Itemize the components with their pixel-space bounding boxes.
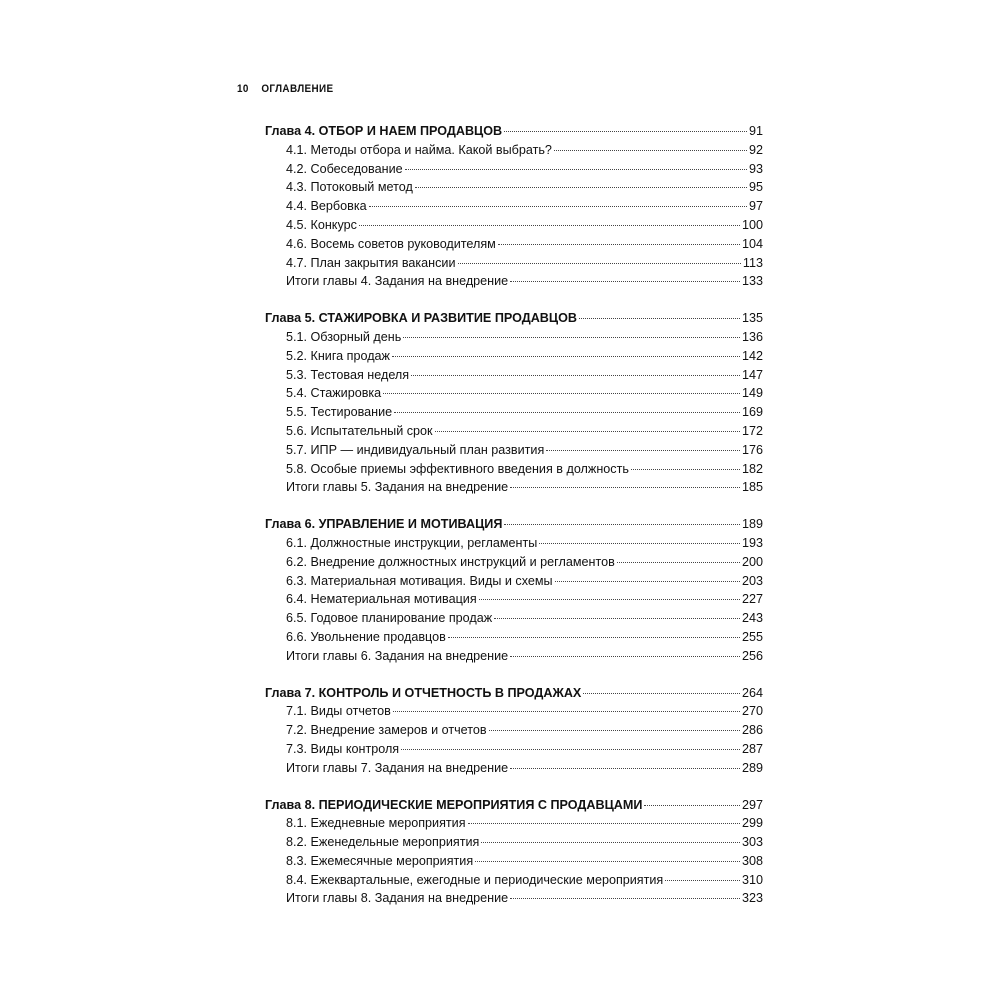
toc-entry-title: 8.2. Еженедельные мероприятия [286, 835, 480, 850]
toc-entry-page: 100 [741, 217, 763, 232]
toc-entry [265, 403, 763, 422]
toc-entry-page: 308 [741, 853, 763, 868]
toc-entry [265, 721, 763, 740]
toc-entry [265, 647, 763, 666]
dot-leader [583, 693, 740, 694]
dot-leader [479, 599, 740, 600]
chapter-heading-title: Глава 6. УПРАВЛЕНИЕ И МОТИВАЦИЯ [265, 517, 503, 532]
toc-entry-page: 133 [741, 274, 763, 289]
toc-entry-page: 303 [741, 835, 763, 850]
toc-entry [265, 272, 763, 291]
toc-entry-page: 147 [741, 367, 763, 382]
chapter-block [265, 515, 763, 665]
toc-entry-page: 289 [741, 760, 763, 775]
chapter-heading-page: 135 [741, 311, 763, 326]
toc-entry-title: 7.1. Виды отчетов [286, 704, 391, 719]
toc-entry [265, 178, 763, 197]
toc-entry [265, 833, 763, 852]
toc-entry-title: 4.6. Восемь советов руководителям [286, 236, 496, 251]
toc-entry-title: 6.1. Должностные инструкции, регламенты [286, 535, 538, 550]
dot-leader [554, 150, 747, 151]
toc-entry [265, 852, 763, 871]
toc-entry-page: 200 [741, 554, 763, 569]
dot-leader [631, 469, 740, 470]
dot-leader [498, 244, 740, 245]
dot-leader [489, 730, 740, 731]
toc-entry-title: 6.6. Увольнение продавцов [286, 629, 446, 644]
toc-entry-page: 95 [748, 180, 763, 195]
toc-entry-title: 5.1. Обзорный день [286, 329, 402, 344]
dot-leader [510, 898, 740, 899]
dot-leader [475, 861, 740, 862]
toc-entry-page: 310 [741, 872, 763, 887]
dot-leader [546, 450, 740, 451]
toc-entry-title: 5.4. Стажировка [286, 386, 382, 401]
dot-leader [383, 393, 740, 394]
toc-entry [265, 422, 763, 441]
dot-leader [411, 375, 740, 376]
toc-entry [265, 478, 763, 497]
dot-leader [644, 805, 740, 806]
chapter-heading-page: 189 [741, 517, 763, 532]
toc-entry-title: 4.3. Потоковый метод [286, 180, 413, 195]
toc-entry [265, 702, 763, 721]
toc-entry-title: 6.5. Годовое планирование продаж [286, 611, 493, 626]
chapter-heading-title: Глава 7. КОНТРОЛЬ И ОТЧЕТНОСТЬ В ПРОДАЖАХ [265, 685, 582, 700]
toc-entry [265, 460, 763, 479]
toc-entry [265, 628, 763, 647]
toc-entry-title: 4.5. Конкурс [286, 217, 357, 232]
chapter-heading-page: 297 [741, 797, 763, 812]
page-number: 10 [237, 83, 249, 95]
toc-entry-title: Итоги главы 8. Задания на внедрение [286, 891, 509, 906]
dot-leader [401, 749, 740, 750]
toc-entry [265, 553, 763, 572]
chapter-block [265, 309, 763, 497]
toc-entry-page: 286 [741, 723, 763, 738]
toc-entry-title: 4.1. Методы отбора и найма. Какой выбрать? [286, 142, 552, 157]
chapter-block [265, 796, 763, 909]
dot-leader [579, 318, 740, 319]
chapter-heading [265, 684, 763, 703]
toc-entry-title: 6.3. Материальная мотивация. Виды и схемы [286, 573, 553, 588]
dot-leader [448, 637, 740, 638]
toc-entry-title: Итоги главы 5. Задания на внедрение [286, 480, 509, 495]
toc-entry-page: 172 [741, 423, 763, 438]
toc-entry-title: 5.8. Особые приемы эффективного введения в должность [286, 461, 629, 476]
chapter-block [265, 684, 763, 778]
dot-leader [392, 356, 740, 357]
toc-entry-title: 5.3. Тестовая неделя [286, 367, 410, 382]
dot-leader [510, 768, 740, 769]
toc-entry [265, 216, 763, 235]
dot-leader [359, 225, 740, 226]
toc-entry [265, 889, 763, 908]
dot-leader [504, 524, 740, 525]
toc-entry-title: 5.5. Тестирование [286, 405, 393, 420]
chapter-heading-title: Глава 4. ОТБОР И НАЕМ ПРОДАВЦОВ [265, 124, 503, 138]
toc-entry [265, 590, 763, 609]
dot-leader [617, 562, 740, 563]
chapter-heading [265, 309, 763, 328]
toc-entry-title: Итоги главы 6. Задания на внедрение [286, 648, 509, 663]
toc-entry-title: 4.7. План закрытия вакансии [286, 255, 456, 270]
dot-leader [481, 842, 740, 843]
dot-leader [458, 263, 741, 264]
toc-entry [265, 609, 763, 628]
toc-entry-title: 6.4. Нематериальная мотивация [286, 592, 477, 607]
toc-entry [265, 141, 763, 160]
dot-leader [435, 431, 740, 432]
dot-leader [415, 187, 747, 188]
toc-entry [265, 366, 763, 385]
dot-leader [555, 581, 740, 582]
toc-entry-page: 113 [742, 255, 763, 270]
toc-entry [265, 759, 763, 778]
toc-entry [265, 328, 763, 347]
table-of-contents [265, 122, 763, 926]
running-header [237, 83, 333, 95]
toc-entry-title: 4.4. Вербовка [286, 199, 367, 214]
dot-leader [665, 880, 740, 881]
toc-entry [265, 871, 763, 890]
toc-entry [265, 814, 763, 833]
toc-entry-title: 5.6. Испытательный срок [286, 423, 433, 438]
dot-leader [504, 131, 747, 132]
toc-entry [265, 441, 763, 460]
dot-leader [403, 337, 740, 338]
dot-leader [539, 543, 740, 544]
toc-entry-title: 5.7. ИПР — индивидуальный план развития [286, 442, 545, 457]
toc-entry [265, 160, 763, 179]
toc-entry-page: 142 [741, 348, 763, 363]
chapter-heading-page: 91 [748, 124, 763, 138]
running-header-title: ОГЛАВЛЕНИЕ [261, 83, 334, 95]
toc-entry-title: Итоги главы 4. Задания на внедрение [286, 274, 509, 289]
toc-entry-page: 270 [741, 704, 763, 719]
toc-entry [265, 740, 763, 759]
dot-leader [393, 711, 740, 712]
toc-entry-page: 92 [748, 142, 763, 157]
dot-leader [510, 487, 740, 488]
toc-entry-page: 136 [741, 329, 763, 344]
chapter-heading-title: Глава 5. СТАЖИРОВКА И РАЗВИТИЕ ПРОДАВЦОВ [265, 311, 577, 326]
dot-leader [394, 412, 740, 413]
toc-entry [265, 347, 763, 366]
toc-entry-page: 185 [741, 480, 763, 495]
chapter-heading [265, 515, 763, 534]
toc-entry [265, 254, 763, 273]
toc-entry-page: 287 [741, 741, 763, 756]
toc-entry-title: 5.2. Книга продаж [286, 348, 390, 363]
toc-entry-page: 182 [741, 461, 763, 476]
toc-entry-page: 243 [741, 611, 763, 626]
toc-entry-page: 299 [741, 816, 763, 831]
toc-entry-title: 6.2. Внедрение должностных инструкций и регламентов [286, 554, 615, 569]
toc-entry-page: 255 [741, 629, 763, 644]
dot-leader [405, 169, 747, 170]
dot-leader [510, 281, 740, 282]
dot-leader [369, 206, 747, 207]
toc-entry [265, 197, 763, 216]
toc-entry [265, 235, 763, 254]
toc-entry [265, 384, 763, 403]
toc-entry-page: 323 [741, 891, 763, 906]
chapter-heading-title: Глава 8. ПЕРИОДИЧЕСКИЕ МЕРОПРИЯТИЯ С ПРОДАВЦАМИ [265, 797, 643, 812]
toc-entry-page: 203 [741, 573, 763, 588]
toc-entry-title: 8.3. Ежемесячные мероприятия [286, 853, 474, 868]
toc-entry-page: 104 [741, 236, 763, 251]
toc-entry-title: 4.2. Собеседование [286, 161, 403, 176]
toc-entry-page: 93 [748, 161, 763, 176]
chapter-block [265, 122, 763, 291]
toc-entry-title: 7.3. Виды контроля [286, 741, 400, 756]
chapter-heading-page: 264 [741, 685, 763, 700]
toc-entry [265, 572, 763, 591]
toc-entry-page: 97 [748, 199, 763, 214]
chapter-heading [265, 122, 763, 141]
toc-entry-page: 193 [741, 535, 763, 550]
dot-leader [494, 618, 740, 619]
toc-entry-page: 149 [741, 386, 763, 401]
toc-entry-page: 227 [741, 592, 763, 607]
toc-entry-title: 8.1. Ежедневные мероприятия [286, 816, 466, 831]
toc-entry-title: 8.4. Ежеквартальные, ежегодные и периодические мероприятия [286, 872, 664, 887]
toc-entry [265, 534, 763, 553]
dot-leader [510, 656, 740, 657]
chapter-heading [265, 796, 763, 815]
toc-entry-page: 176 [741, 442, 763, 457]
toc-entry-page: 169 [741, 405, 763, 420]
toc-entry-page: 256 [741, 648, 763, 663]
toc-entry-title: Итоги главы 7. Задания на внедрение [286, 760, 509, 775]
dot-leader [468, 823, 740, 824]
toc-entry-title: 7.2. Внедрение замеров и отчетов [286, 723, 487, 738]
